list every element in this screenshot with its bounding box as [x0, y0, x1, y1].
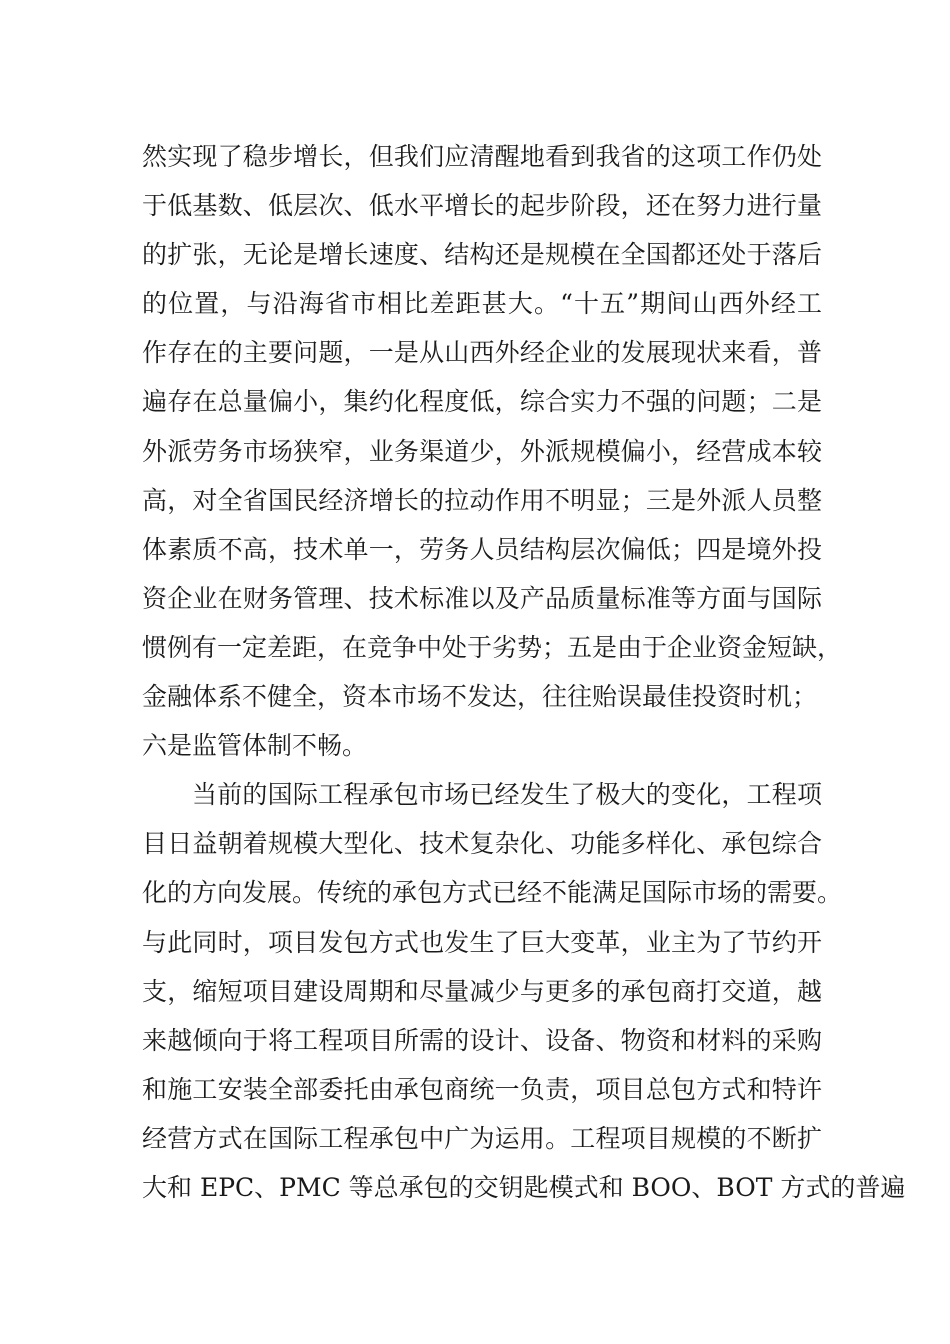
text-line: 支，缩短项目建设周期和尽量减少与更多的承包商打交道，越 — [142, 976, 822, 1006]
paragraph-international-market — [142, 770, 906, 1212]
text-line: 于低基数、低层次、低水平增长的起步阶段，还在努力进行量 — [142, 191, 822, 221]
document-body — [142, 132, 906, 1212]
text-line: 然实现了稳步增长，但我们应清醒地看到我省的这项工作仍处 — [142, 142, 822, 171]
text-line: 目日益朝着规模大型化、技术复杂化、功能多样化、承包综合 — [142, 829, 822, 859]
text-line: 大和 EPC、PMC 等总承包的交钥匙模式和 BOO、BOT 方式的普遍 — [142, 1172, 906, 1202]
paragraph-problems — [142, 132, 843, 770]
text-line: 化的方向发展。传统的承包方式已经不能满足国际市场的需要。 — [142, 878, 843, 908]
text-line: 作存在的主要问题，一是从山西外经企业的发展现状来看，普 — [142, 338, 822, 368]
text-line: 体素质不高，技术单一，劳务人员结构层次偏低；四是境外投 — [142, 534, 822, 564]
text-line: 与此同时，项目发包方式也发生了巨大变革，业主为了节约开 — [142, 927, 822, 957]
text-line: 的位置，与沿海省市相比差距甚大。“十五”期间山西外经工 — [142, 289, 822, 319]
text-line: 遍存在总量偏小，集约化程度低，综合实力不强的问题；二是 — [142, 387, 822, 417]
text-line: 外派劳务市场狭窄，业务渠道少，外派规模偏小，经营成本较 — [142, 436, 822, 466]
text-line: 和施工安装全部委托由承包商统一负责，项目总包方式和特许 — [142, 1074, 822, 1104]
text-line: 六是监管体制不畅。 — [142, 731, 368, 761]
text-line: 惯例有一定差距，在竞争中处于劣势；五是由于企业资金短缺， — [142, 632, 843, 662]
text-line: 金融体系不健全，资本市场不发达，往往贻误最佳投资时机； — [142, 682, 818, 712]
text-line: 高，对全省国民经济增长的拉动作用不明显；三是外派人员整 — [142, 485, 822, 515]
text-line: 经营方式在国际工程承包中广为运用。工程项目规模的不断扩 — [142, 1123, 822, 1153]
text-line: 的扩张，无论是增长速度、结构还是规模在全国都还处于落后 — [142, 240, 822, 270]
text-line: 来越倾向于将工程项目所需的设计、设备、物资和材料的采购 — [142, 1025, 822, 1055]
text-line: 当前的国际工程承包市场已经发生了极大的变化，工程项 — [192, 780, 822, 810]
text-line: 资企业在财务管理、技术标准以及产品质量标准等方面与国际 — [142, 583, 822, 613]
